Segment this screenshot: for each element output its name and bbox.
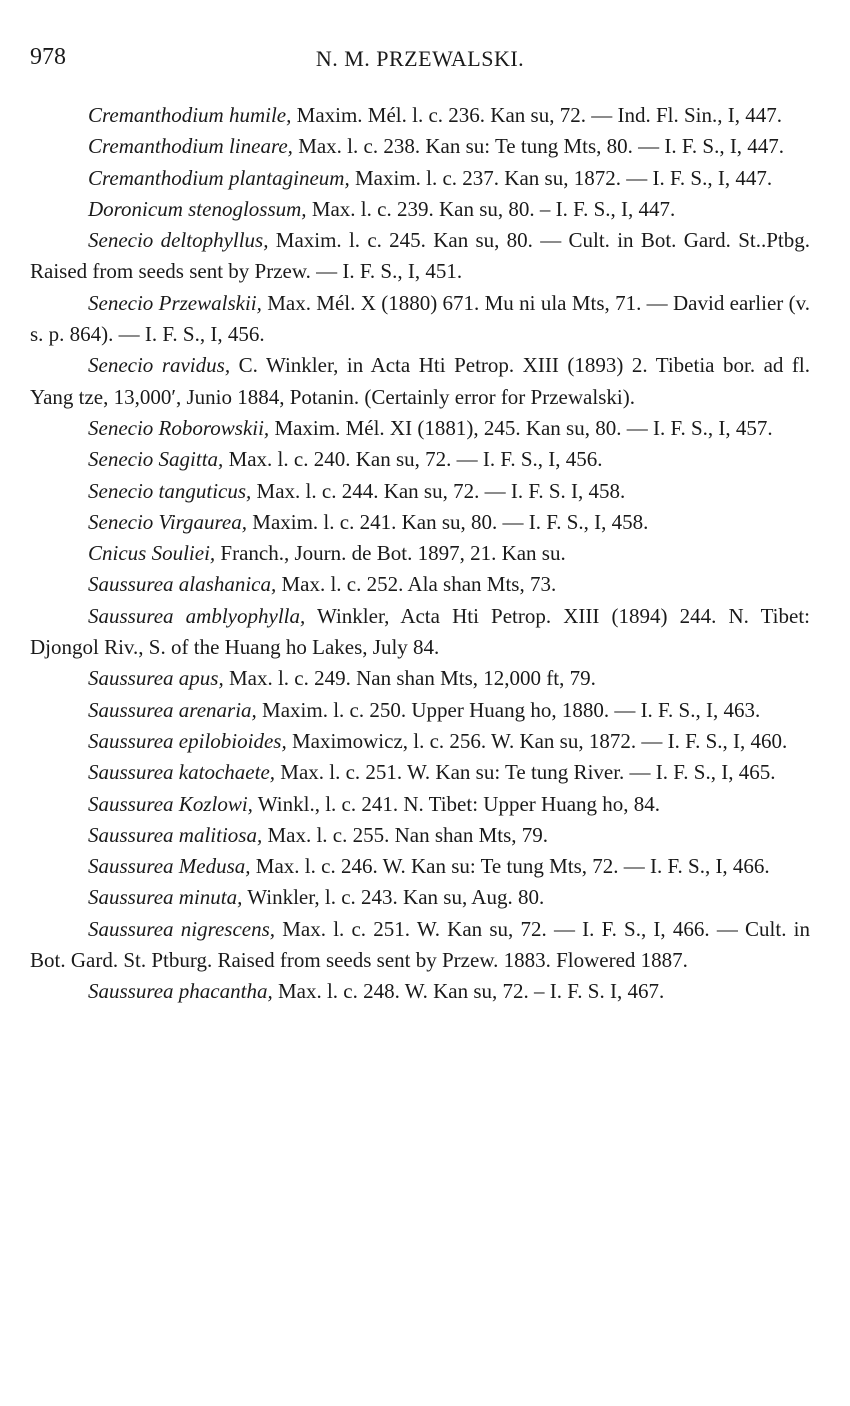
species-list xyxy=(30,100,810,1008)
species-name: Saussurea epilobioides, xyxy=(88,728,287,753)
species-entry xyxy=(30,131,810,162)
species-entry xyxy=(30,757,810,788)
species-entry xyxy=(30,538,810,569)
species-entry xyxy=(30,820,810,851)
species-citation: Maximowicz, l. c. 256. W. Kan su, 1872. — I. F. S., I, 460. xyxy=(286,728,788,753)
species-entry xyxy=(30,100,810,131)
species-name: Saussurea amblyophylla, xyxy=(88,603,306,628)
species-name: Senecio ravidus, xyxy=(88,353,231,378)
species-citation: Max. l. c. 251. W. Kan su: Te tung River. — I. F. S., I, 465. xyxy=(275,760,776,785)
species-name: Saussurea Kozlowi, xyxy=(88,791,253,816)
species-citation: Max. l. c. 240. Kan su, 72. — I. F. S., I, 456. xyxy=(223,447,603,472)
species-citation: Maxim. l. c. 250. Upper Huang ho, 1880. — I. F. S., I, 463. xyxy=(256,697,761,722)
document-page xyxy=(30,40,810,1008)
species-entry xyxy=(30,695,810,726)
species-entry xyxy=(30,350,810,413)
species-name: Senecio tanguticus, xyxy=(88,478,252,503)
species-citation: Max. l. c. 251. W. Kan su, 72. — I. F. S., I, 466. — Cult. in Bot. Gard. St. Ptburg. Raised from seeds sent by Przew. 1883. Flowered 1887. xyxy=(30,916,810,973)
species-entry xyxy=(30,413,810,444)
species-citation: Max. Mél. X (1880) 671. Mu ni ula Mts, 71. — David earlier (v. s. p. 864). — I. F. S., I, 456. xyxy=(30,290,810,347)
species-entry xyxy=(30,225,810,288)
species-name: Senecio Roborowskii, xyxy=(88,415,270,440)
species-name: Saussurea minuta, xyxy=(88,885,243,910)
species-name: Saussurea katochaete, xyxy=(88,760,276,785)
species-citation: Max. l. c. 255. Nan shan Mts, 79. xyxy=(262,822,549,847)
species-citation: Max. l. c. 249. Nan shan Mts, 12,000 ft, 79. xyxy=(223,666,596,691)
species-name: Senecio Sagitta, xyxy=(88,447,224,472)
species-citation: Winkler, Acta Hti Petrop. XIII (1894) 244. N. Tibet: Djongol Riv., S. of the Huang ho Lakes, July 84. xyxy=(30,603,811,660)
species-citation: Winkl., l. c. 241. N. Tibet: Upper Huang ho, 84. xyxy=(252,791,661,816)
species-citation: Max. l. c. 239. Kan su, 80. – I. F. S., I, 447. xyxy=(306,196,676,221)
species-entry xyxy=(30,976,810,1007)
species-entry xyxy=(30,163,810,194)
species-name: Saussurea phacantha, xyxy=(88,979,273,1004)
species-name: Senecio deltophyllus, xyxy=(88,228,269,253)
species-name: Saussurea malitiosa, xyxy=(88,822,263,847)
species-name: Cremanthodium plantagineum, xyxy=(88,165,350,190)
species-citation: Max. l. c. 252. Ala shan Mts, 73. xyxy=(276,572,557,597)
species-name: Saussurea Medusa, xyxy=(88,854,251,879)
species-entry xyxy=(30,914,810,977)
species-entry xyxy=(30,444,810,475)
species-citation: Winkler, l. c. 243. Kan su, Aug. 80. xyxy=(242,885,545,910)
species-name: Cremanthodium humile, xyxy=(88,103,292,127)
species-name: Senecio Przewalskii, xyxy=(88,290,262,315)
species-citation: Maxim. Mél. XI (1881), 245. Kan su, 80. — I. F. S., I, 457. xyxy=(269,415,773,440)
species-name: Doronicum stenoglossum, xyxy=(88,196,307,221)
species-citation: Maxim. Mél. l. c. 236. Kan su, 72. — Ind. Fl. Sin., I, 447. xyxy=(291,103,782,127)
species-entry xyxy=(30,726,810,757)
species-citation: Max. l. c. 238. Kan su: Te tung Mts, 80. — I. F. S., I, 447. xyxy=(292,134,785,159)
species-name: Cremanthodium lineare, xyxy=(88,134,293,159)
species-citation: Maxim. l. c. 245. Kan su, 80. — Cult. in Bot. Gard. St..Ptbg. Raised from seeds sent by Przew. — I. F. S., I, 451. xyxy=(30,228,810,284)
species-name: Saussurea apus, xyxy=(88,666,224,691)
species-name: Saussurea alashanica, xyxy=(88,572,277,597)
species-entry xyxy=(30,663,810,694)
species-entry xyxy=(30,789,810,820)
species-entry xyxy=(30,476,810,507)
species-entry xyxy=(30,288,810,351)
species-entry xyxy=(30,882,810,913)
running-head: N. M. PRZEWALSKI. xyxy=(315,46,525,71)
species-citation: Max. l. c. 246. W. Kan su: Te tung Mts, 72. — I. F. S., I, 466. xyxy=(250,854,770,879)
species-name: Senecio Virgaurea, xyxy=(88,509,248,534)
species-entry xyxy=(30,601,810,664)
species-name: Saussurea nigrescens, xyxy=(88,916,276,941)
species-citation: Max. l. c. 248. W. Kan su, 72. – I. F. S. I, 467. xyxy=(272,979,665,1004)
species-citation: Max. l. c. 244. Kan su, 72. — I. F. S. I, 458. xyxy=(251,478,626,503)
species-citation: Franch., Journ. de Bot. 1897, 21. Kan su. xyxy=(215,541,566,566)
species-citation: C. Winkler, in Acta Hti Petrop. XIII (1893) 2. Tibetia bor. ad fl. Yang tze, 13,000′, Junio 1884, Potanin. (Certainly error for Przewalski). xyxy=(30,353,811,409)
species-entry xyxy=(30,194,810,225)
page-header xyxy=(30,40,810,80)
species-entry xyxy=(30,569,810,600)
species-citation: Maxim. l. c. 241. Kan su, 80. — I. F. S., I, 458. xyxy=(247,509,649,534)
species-entry xyxy=(30,507,810,538)
species-name: Saussurea arenaria, xyxy=(88,697,257,722)
species-name: Cnicus Souliei, xyxy=(88,541,216,566)
species-citation: Maxim. l. c. 237. Kan su, 1872. — I. F. S., I, 447. xyxy=(349,165,773,190)
page-number: 978 xyxy=(30,44,66,70)
species-entry xyxy=(30,851,810,882)
